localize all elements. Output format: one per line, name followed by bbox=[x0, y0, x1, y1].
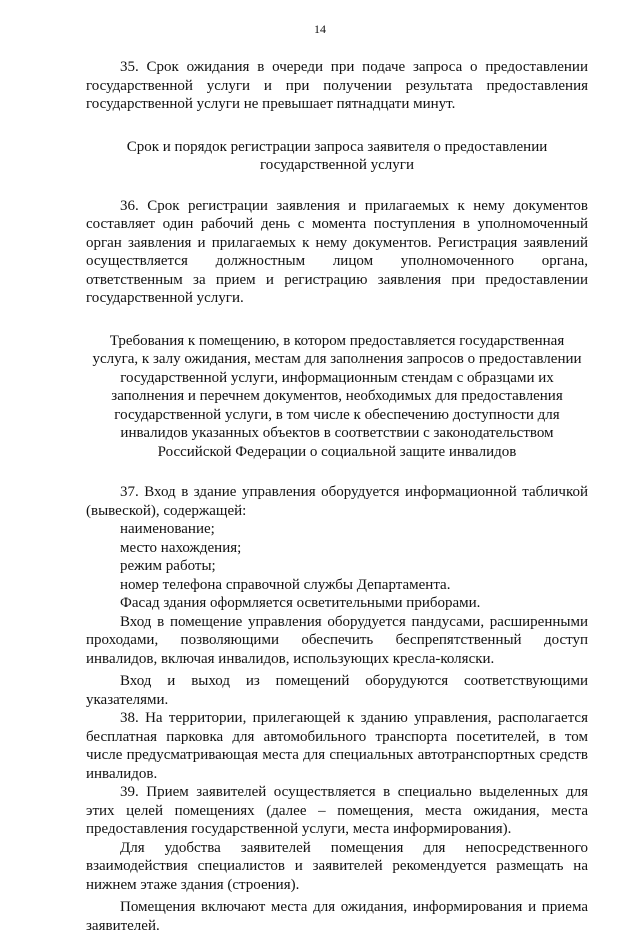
paragraph-signs: Вход и выход из помещений оборудуются соответствующими указателями. bbox=[86, 673, 588, 708]
list-item: место нахождения; bbox=[120, 539, 242, 556]
paragraph-convenience: Для удобства заявителей помещения для непосредственного взаимодействия специалистов и заявителей рекомендуется размещать на нижнем этаже здания (строения). bbox=[86, 839, 588, 893]
page-number: 14 bbox=[314, 22, 326, 36]
paragraph-facade: Фасад здания оформляется осветительными приборами. bbox=[120, 595, 481, 611]
section-heading-premises: Требования к помещению, в котором предоставляется государственная услуга, к залу ожидания, местам для заполнения запросов о предоставлении государственной услуги, информационным стендам с образцами их заполнения и перечнем документов, необходимых для предоставления государственной услуги, в том числе к обеспечению доступности для инвалидов указанных объектов в соответствии с законодательством Российской Федерации о социальной защите инвалидов bbox=[92, 332, 582, 460]
section-heading-registration: Срок и порядок регистрации запроса заявителя о предоставлении государственной услуги bbox=[126, 138, 548, 173]
paragraph-38: 38. На территории, прилегающей к зданию управления, располагается бесплатная парковка для автомобильного транспорта посетителей, в том числе предусматривающая места для специальных автотранспортных средств инвалидов. bbox=[86, 710, 588, 782]
paragraph-entrance: Вход в помещение управления оборудуется пандусами, расширенными проходами, позволяющими обеспечить беспрепятственный доступ инвалидов, включая инвалидов, использующих кресла-коляски. bbox=[86, 613, 588, 667]
list-item: режим работы; bbox=[120, 558, 216, 574]
list-item: номер телефона справочной службы Департамента. bbox=[120, 576, 451, 593]
paragraph-37: 37. Вход в здание управления оборудуется информационной табличкой (вывеской), содержащей: bbox=[86, 484, 588, 519]
paragraph-places: Помещения включают места для ожидания, информирования и приема заявителей. bbox=[86, 899, 588, 934]
document-body bbox=[86, 58, 588, 935]
paragraph-39: 39. Прием заявителей осуществляется в специально выделенных для этих целей помещениях (далее – помещения, места ожидания, места предоставления государственной услуги, места информирования). bbox=[86, 784, 588, 837]
paragraph-36: 36. Срок регистрации заявления и прилагаемых к нему документов составляет один рабочий день с момента поступления в уполномоченный орган заявления и прилагаемых к нему документов. Регистрация заявлений осуществляется должностным лицом уполномоченного органа, ответственным за прием и регистрацию заявления при предоставлении государственной услуги. bbox=[86, 197, 588, 306]
paragraph-35: 35. Срок ожидания в очереди при подаче запроса о предоставлении государственной услуги и при получении результата предоставления государственной услуги не превышает пятнадцати минут. bbox=[86, 59, 588, 112]
list-item: наименование; bbox=[120, 521, 215, 537]
